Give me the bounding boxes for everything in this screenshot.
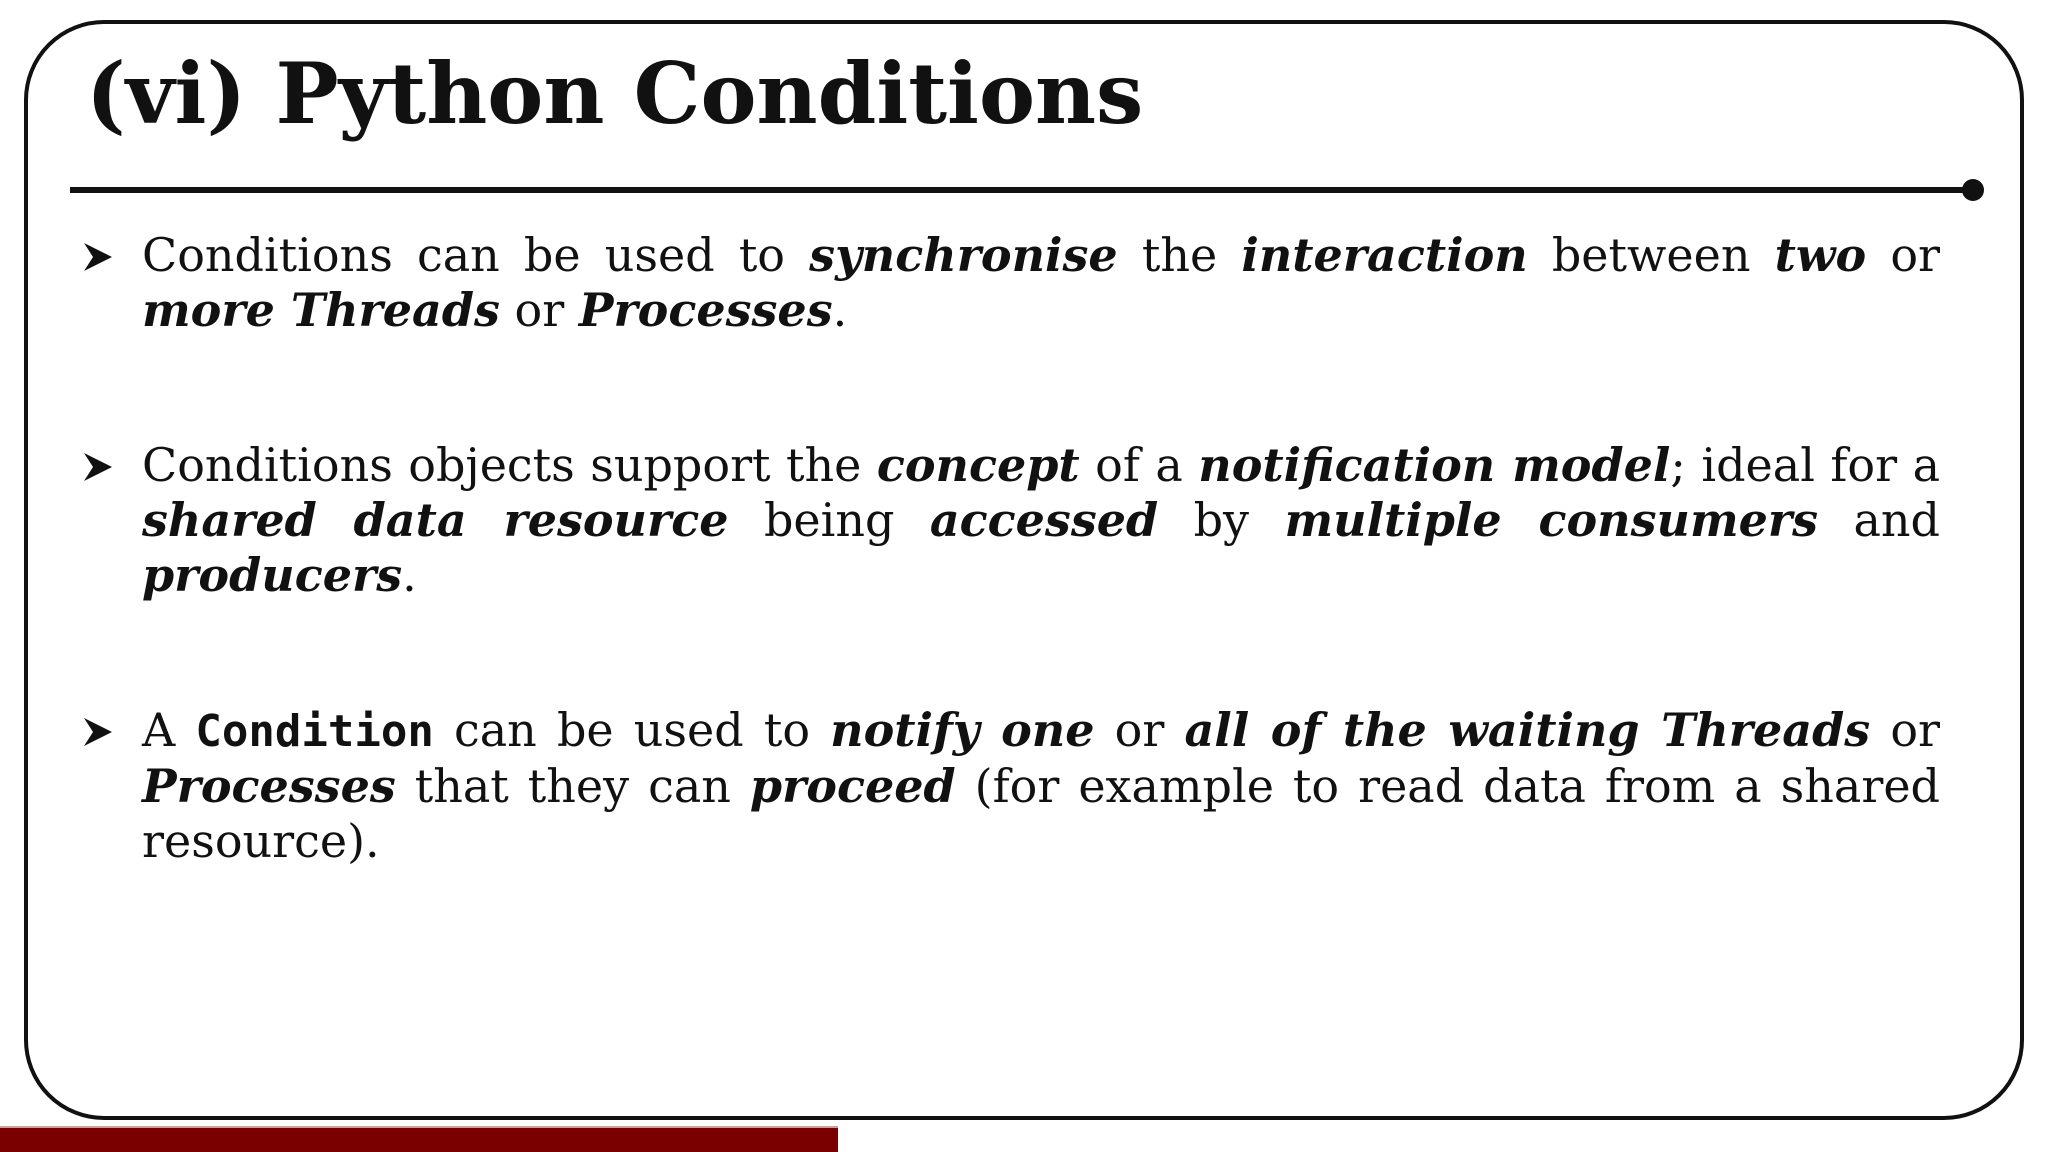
bullet-text: A Condition can be used to notify one or all of the waiting Threads or Processes that they can proceed (for example to read data from a shared resource). bbox=[142, 703, 1940, 868]
footer-accent-bar bbox=[0, 1126, 838, 1152]
arrowhead-bullet-icon bbox=[82, 716, 114, 748]
divider-end-dot bbox=[1962, 179, 1984, 201]
arrowhead-bullet-icon bbox=[82, 451, 114, 483]
bullet-text: Conditions objects support the concept of a notification model; ideal for a shared data resource being accessed by multiple consumers and producers. bbox=[142, 438, 1941, 602]
bullet-item bbox=[82, 228, 1940, 338]
bullet-item bbox=[82, 438, 1940, 603]
slide-title: (vi) Python Conditions bbox=[86, 44, 1144, 143]
bullet-text: Conditions can be used to synchronise the interaction between two or more Threads or Processes. bbox=[142, 228, 1940, 337]
bullet-list bbox=[82, 228, 1940, 969]
bullet-item bbox=[82, 703, 1940, 869]
arrowhead-bullet-icon bbox=[82, 241, 114, 273]
title-divider bbox=[70, 187, 1972, 193]
